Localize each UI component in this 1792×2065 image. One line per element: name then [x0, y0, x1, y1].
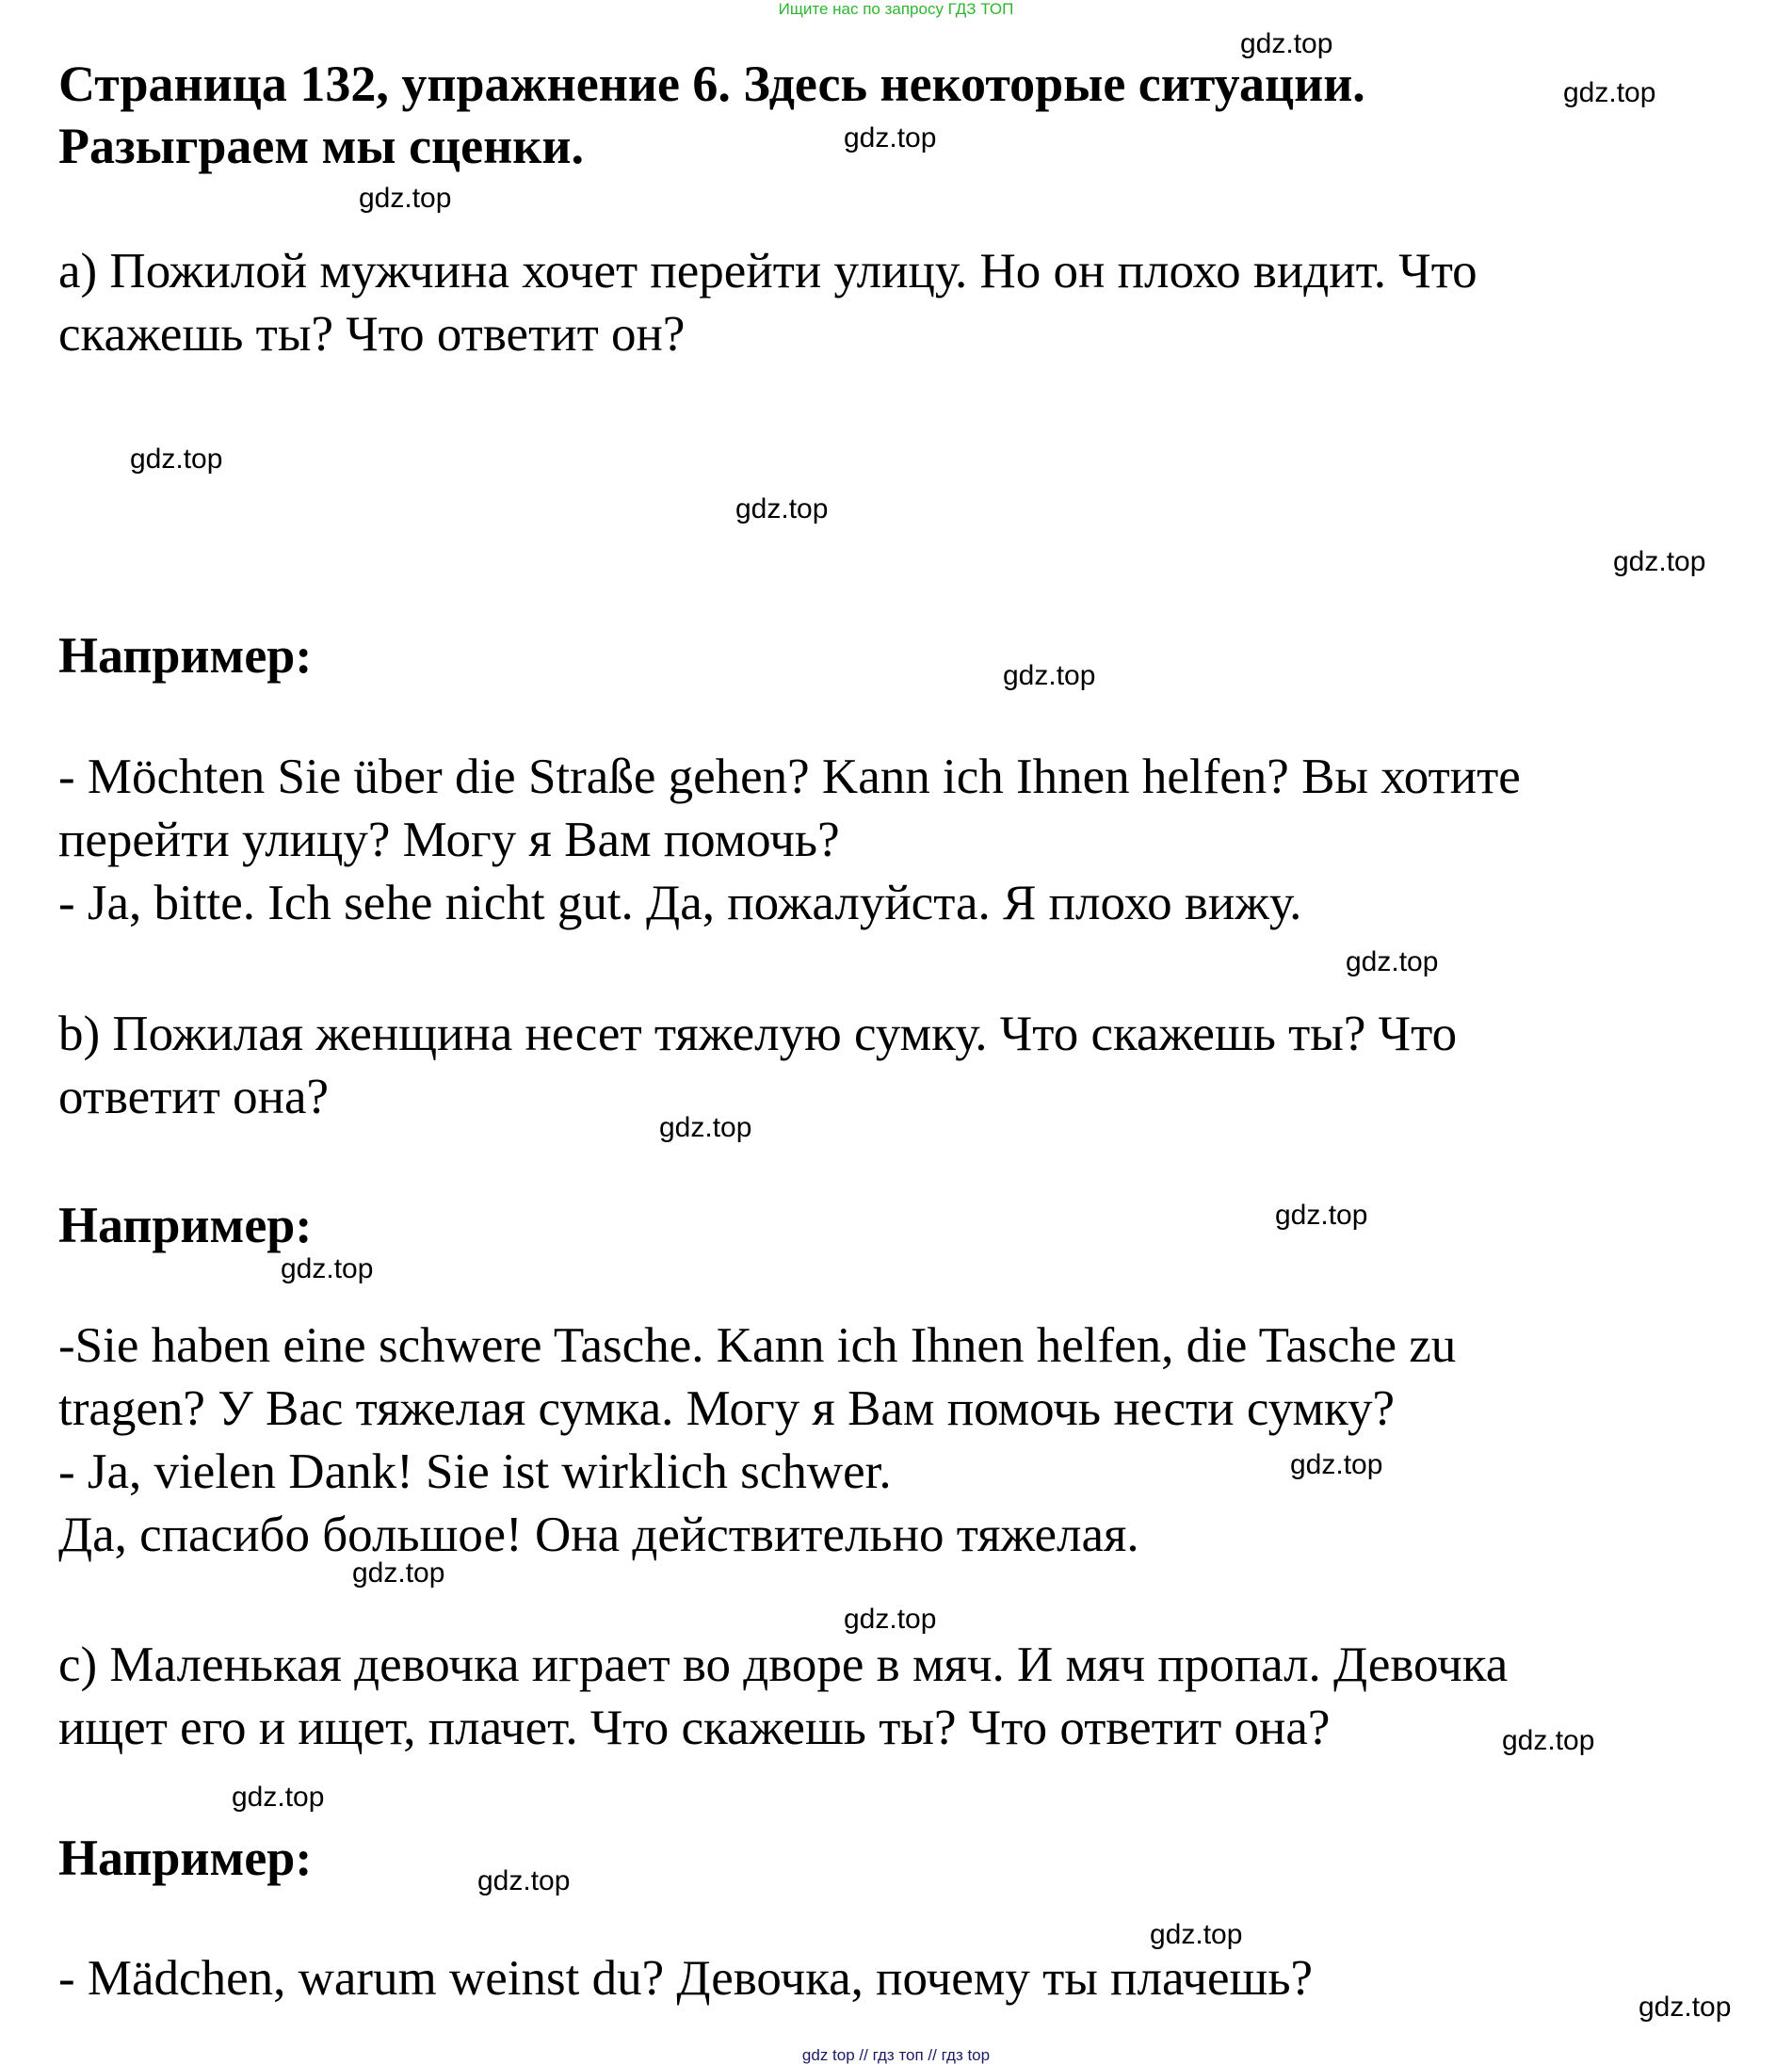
watermark: gdz.top	[1275, 1200, 1368, 1231]
watermark: gdz.top	[844, 1604, 937, 1635]
watermark: gdz.top	[281, 1253, 374, 1284]
top-search-note: Ищите нас по запросу ГДЗ ТОП	[778, 0, 1014, 18]
watermark: gdz.top	[130, 444, 223, 475]
answer-a-line3: - Ja, bitte. Ich sehe nicht gut. Да, пожалуйста. Я плохо вижу.	[58, 876, 1302, 930]
answer-b-line1: -Sie haben eine schwere Tasche. Kann ich Ihnen helfen, die Tasche zu	[58, 1318, 1457, 1373]
watermark: gdz.top	[1502, 1725, 1595, 1756]
answer-b-line4: Да, спасибо большое! Она действительно тяжелая.	[58, 1508, 1139, 1562]
watermark: gdz.top	[232, 1782, 325, 1813]
watermark: gdz.top	[1613, 546, 1706, 577]
watermark: gdz.top	[477, 1865, 571, 1896]
answer-b-line3: - Ja, vielen Dank! Sie ist wirklich schwer.	[58, 1444, 892, 1499]
task-a-line1: a) Пожилой мужчина хочет перейти улицу. Но он плохо видит. Что	[58, 244, 1477, 298]
answer-a-line1: - Möchten Sie über die Straße gehen? Kann ich Ihnen helfen? Вы хотите	[58, 750, 1521, 804]
watermark: gdz.top	[359, 183, 452, 214]
watermark: gdz.top	[352, 1557, 445, 1589]
watermark: gdz.top	[1290, 1449, 1383, 1480]
footer-links: gdz top // гдз топ // гдз top	[801, 2046, 991, 2064]
answer-b-line2: tragen? У Вас тяжелая сумка. Могу я Вам помочь нести сумку?	[58, 1381, 1396, 1436]
task-b-line1: b) Пожилая женщина несет тяжелую сумку. Что скажешь ты? Что	[58, 1007, 1458, 1061]
task-b-line2: ответит она?	[58, 1070, 330, 1124]
page-title-line2: Разыграем мы сценки.	[58, 118, 584, 174]
watermark: gdz.top	[1003, 660, 1096, 691]
answer-c-line1: - Mädchen, warum weinst du? Девочка, почему ты плачешь?	[58, 1951, 1314, 2006]
watermark: gdz.top	[1639, 1992, 1732, 2023]
watermark: gdz.top	[1563, 77, 1656, 108]
task-a-line2: скажешь ты? Что ответит он?	[58, 307, 686, 362]
watermark: gdz.top	[1346, 946, 1439, 977]
task-c-line2: ищет его и ищет, плачет. Что скажешь ты? Что ответит она?	[58, 1701, 1331, 1755]
example-label-a: Например:	[58, 627, 313, 684]
watermark: gdz.top	[659, 1112, 752, 1143]
watermark: gdz.top	[1150, 1919, 1243, 1950]
watermark: gdz.top	[1240, 28, 1333, 59]
page-title-line1: Страница 132, упражнение 6. Здесь некоторые ситуации.	[58, 56, 1365, 112]
task-c-line1: c) Маленькая девочка играет во дворе в мяч. И мяч пропал. Девочка	[58, 1637, 1509, 1692]
answer-a-line2: перейти улицу? Могу я Вам помочь?	[58, 813, 840, 867]
example-label-b: Например:	[58, 1197, 313, 1253]
watermark: gdz.top	[735, 493, 829, 524]
watermark: gdz.top	[844, 122, 937, 153]
example-label-c: Например:	[58, 1830, 313, 1886]
